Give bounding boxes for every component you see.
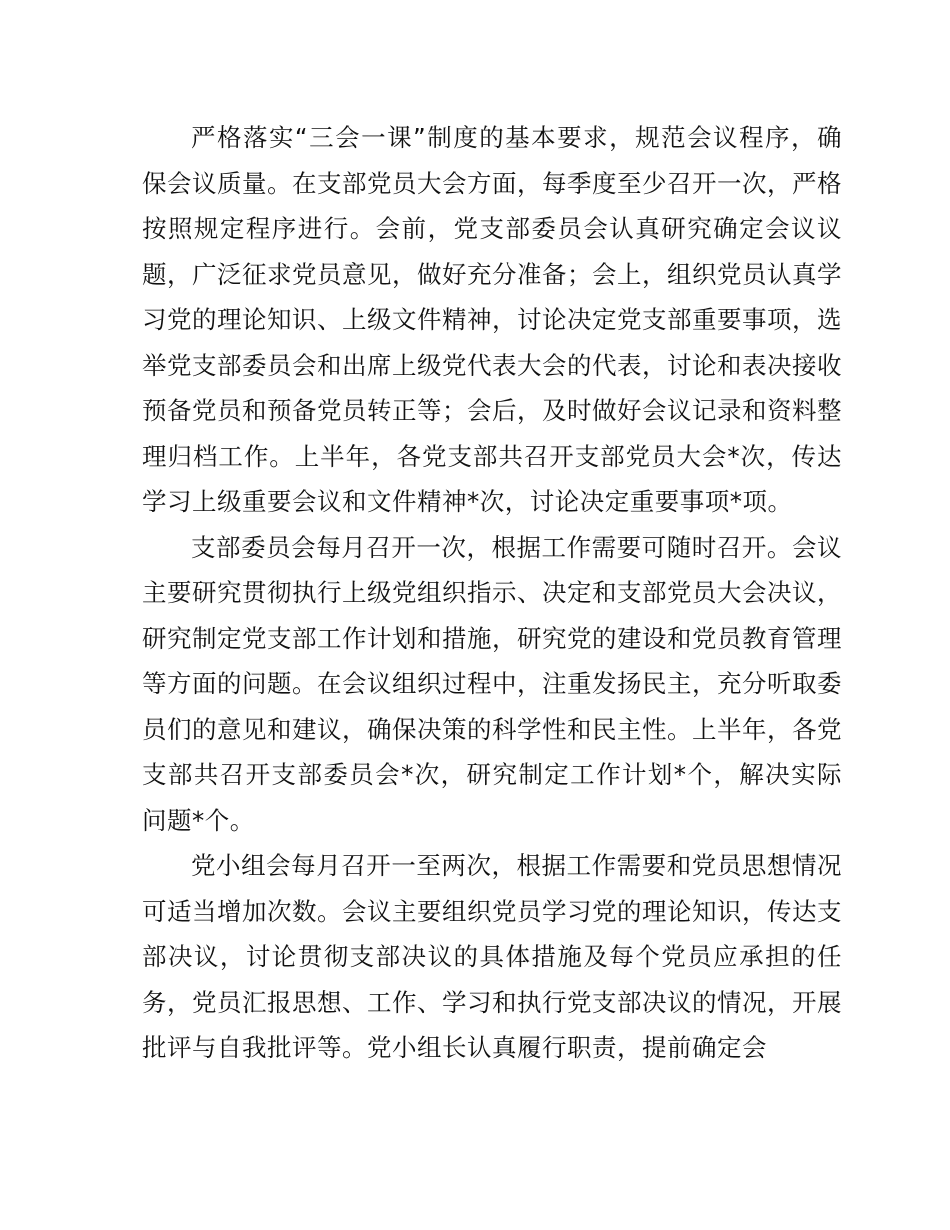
paragraph-branch-committee: 支部委员会每月召开一次，根据工作需要可随时召开。会议主要研究贯彻执行上级党组织指示、决定和支部党员大会决议，研究制定党支部工作计划和措施，研究党的建设和党员教育管理等方面的问题。在会议组织过程中，注重发扬民主，充分听取委员们的意见和建议，确保决策的科学性和民主性。上半年，各党支部共召开支部委员会*次，研究制定工作计划*个，解决实际问题*个。 xyxy=(142,532,842,835)
paragraph-party-group: 党小组会每月召开一至两次，根据工作需要和党员思想情况可适当增加次数。会议主要组织党员学习党的理论知识，传达支部决议，讨论贯彻支部决议的具体措施及每个党员应承担的任务，党员汇报思想、工作、学习和执行党支部决议的情况，开展批评与自我批评等。党小组长认真履行职责，提前确定会 xyxy=(142,851,842,1062)
document-body xyxy=(142,115,842,1071)
paragraph-general-meeting: 严格落实“三会一课”制度的基本要求，规范会议程序，确保会议质量。在支部党员大会方面，每季度至少召开一次，严格按照规定程序进行。会前，党支部委员会认真研究确定会议议题，广泛征求党员意见，做好充分准备；会上，组织党员认真学习党的理论知识、上级文件精神，讨论决定党支部重要事项，选举党支部委员会和出席上级党代表大会的代表，讨论和表决接收预备党员和预备党员转正等；会后，及时做好会议记录和资料整理归档工作。上半年，各党支部共召开支部党员大会*次，传达学习上级重要会议和文件精神*次，讨论决定重要事项*项。 xyxy=(142,123,842,516)
